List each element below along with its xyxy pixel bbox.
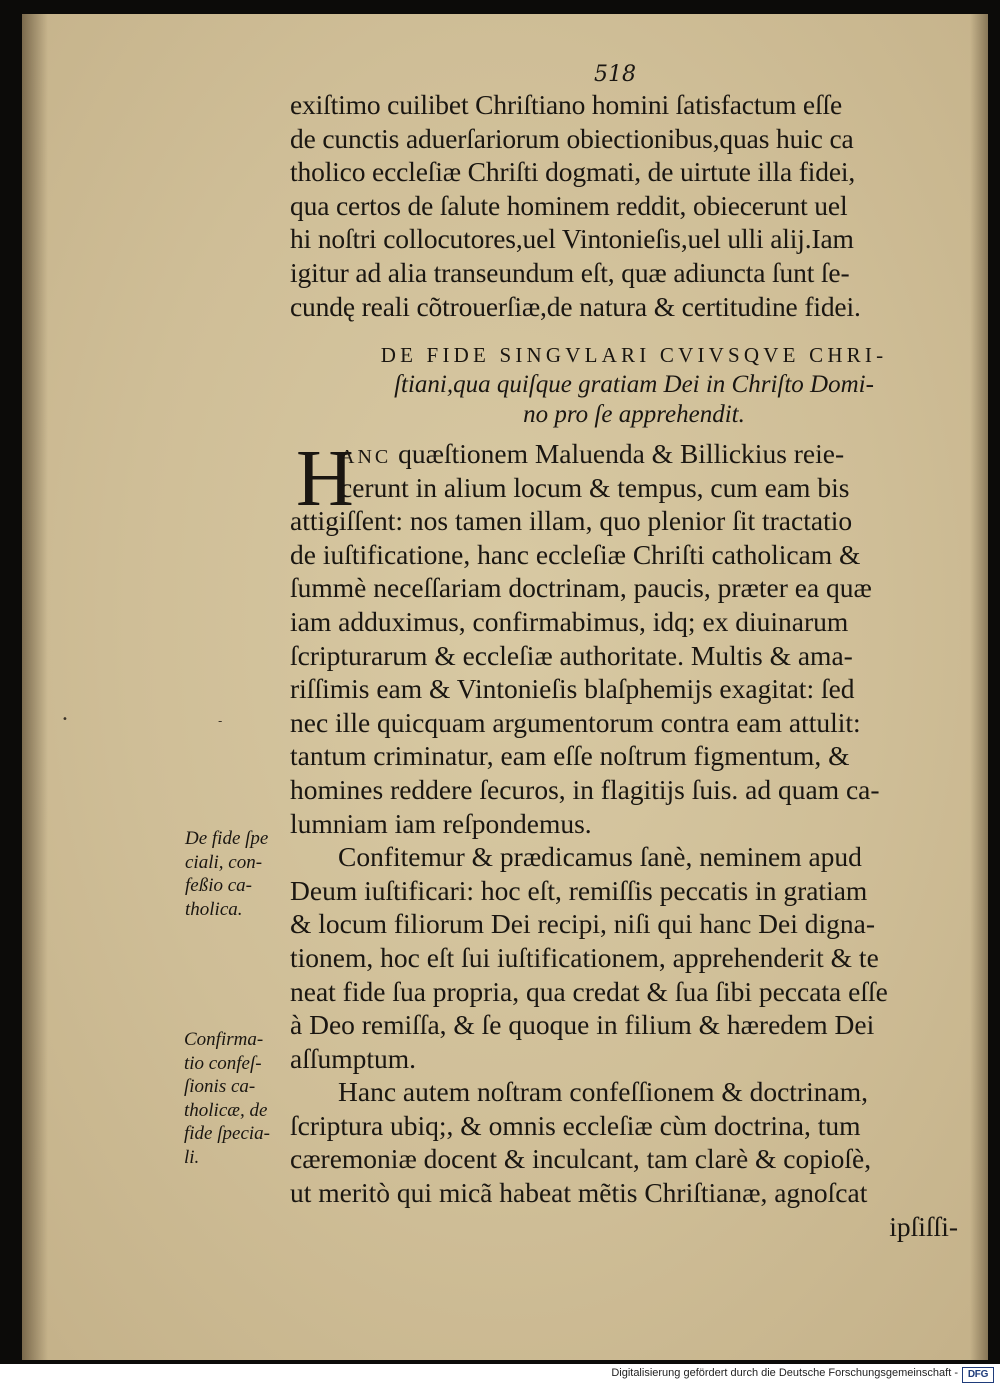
margin-note-line: tholica. bbox=[185, 898, 243, 920]
margin-note-line: tholicæ, de bbox=[184, 1099, 268, 1121]
margin-note-de-fide-speciali bbox=[185, 827, 268, 921]
text-line: ſcriptura ubiq;, & omnis eccleſiæ cùm doctrina, tum bbox=[290, 1109, 861, 1141]
text-line: de cunctis aduerſariorum obiectionibus,quas huic ca bbox=[290, 122, 854, 154]
section-body bbox=[290, 437, 962, 1243]
text-line: iam adduximus, confirmabimus, idq; ex diuinarum bbox=[290, 605, 849, 637]
margin-note-confirmatio bbox=[184, 1028, 270, 1169]
text-line: homines reddere ſecuros, in flagitijs ſuis. ad quam ca- bbox=[290, 773, 880, 805]
margin-note-line: De fide ſpe bbox=[185, 828, 269, 849]
paper-speck: • bbox=[62, 714, 68, 725]
text-line: neat fide ſua propria, qua credat & ſua ſibi peccata eſſe bbox=[290, 975, 888, 1007]
margin-note-line: ſionis ca- bbox=[184, 1076, 256, 1097]
page-edge-shadow bbox=[970, 14, 988, 1360]
text-line: attigiſſent: nos tamen illam, quo plenior ſit tractatio bbox=[290, 505, 853, 537]
text-line: de iuſtificatione, hanc eccleſiæ Chriſti catholicam & bbox=[290, 538, 861, 570]
catchword: ipſiſſi- bbox=[889, 1210, 958, 1242]
text-line: & locum filiorum Dei recipi, niſi qui hanc Dei digna- bbox=[290, 908, 875, 940]
margin-note-line: tio confeſ- bbox=[184, 1052, 262, 1074]
heading-line-caps: DE FIDE SINGVLARI CVIVSQVE CHRI- bbox=[380, 343, 888, 367]
heading-line-italic: ſtiani,qua quiſque gratiam Dei in Chriſto Domi- bbox=[394, 371, 874, 398]
text-line: à Deo remiſſa, & ſe quoque in filium & hæredem Dei bbox=[290, 1009, 875, 1041]
text-line: ſcripturarum & eccleſiæ authoritate. Multis & ama- bbox=[290, 639, 853, 671]
text-line: exiſtimo cuilibet Chriſtiano homini ſatisfactum eſſe bbox=[290, 89, 843, 120]
funding-credit: Digitalisierung gefördert durch die Deutsche Forschungsgemeinschaft - bbox=[611, 1367, 958, 1379]
text-line: aſſumptum. bbox=[290, 1042, 417, 1074]
text-line: igitur ad alia transeundum eſt, quæ adiuncta ſunt ſe- bbox=[290, 256, 850, 288]
drop-cap-initial: H bbox=[296, 435, 354, 523]
margin-note-line: fide ſpecia- bbox=[184, 1123, 270, 1144]
margin-note-line: Confirma- bbox=[184, 1029, 264, 1050]
text-line: cæremoniæ docent & inculcant, tam clarè & copioſè, bbox=[290, 1143, 872, 1175]
book-page bbox=[22, 14, 988, 1360]
page-number: 518 bbox=[594, 62, 636, 87]
text-line: nec ille quicquam argumentorum contra eam attulit: bbox=[290, 706, 861, 738]
text-line: Hanc autem noſtram confeſſionem & doctrinam, bbox=[338, 1076, 868, 1108]
text-line: riſſimis eam & Vintonieſis blaſphemijs exagitat: ſed bbox=[290, 673, 855, 705]
text-line: lumniam iam reſpondemus. bbox=[290, 807, 592, 839]
heading-line-italic: no pro ſe apprehendit. bbox=[523, 401, 745, 428]
text-line: hi noſtri collocutores,uel Vintonieſis,uel ulli alij.Iam bbox=[290, 223, 854, 255]
text-line: ſummè neceſſariam doctrinam, paucis, præter ea quæ bbox=[290, 572, 872, 604]
text-line: tantum criminatur, eam eſſe noſtrum figmentum, & bbox=[290, 740, 850, 772]
page-gutter-shadow bbox=[22, 14, 48, 1360]
text-line: tholico eccleſiæ Chriſti dogmati, de uirtute illa fidei, bbox=[290, 156, 856, 188]
section-heading bbox=[314, 340, 954, 430]
text-line bbox=[290, 437, 962, 471]
text-line: qua certos de ſalute hominem reddit, obiecerunt uel bbox=[290, 189, 848, 221]
opening-paragraph bbox=[290, 88, 962, 323]
digitization-footer bbox=[0, 1364, 1000, 1385]
text-line: Deum iuſtificari: hoc eſt, remiſſis peccatis in gratiam bbox=[290, 874, 868, 906]
text-line: cerunt in alium locum & tempus, cum eam bis bbox=[340, 471, 850, 503]
margin-note-line: ciali, con- bbox=[185, 851, 263, 873]
text-line: Confitemur & prædicamus ſanè, neminem apud bbox=[338, 841, 862, 873]
margin-note-line: li. bbox=[184, 1146, 200, 1168]
margin-note-line: feßio ca- bbox=[185, 875, 253, 896]
small-caps-word: ANC bbox=[340, 446, 392, 468]
text-fragment: quæſtionem Maluenda & Billickius reie- bbox=[398, 438, 845, 469]
text-line: tionem, hoc eſt ſui iuſtificationem, apprehenderit & te bbox=[290, 941, 879, 973]
text-line: cundę reali cõtrouerſiæ,de natura & certitudine fidei. bbox=[290, 290, 861, 322]
text-line: ut meritò qui micã habeat mẽtis Chriſtianæ, agnoſcat bbox=[290, 1177, 868, 1209]
dfg-logo-icon: DFG bbox=[962, 1367, 994, 1383]
paper-speck: - bbox=[218, 714, 223, 728]
